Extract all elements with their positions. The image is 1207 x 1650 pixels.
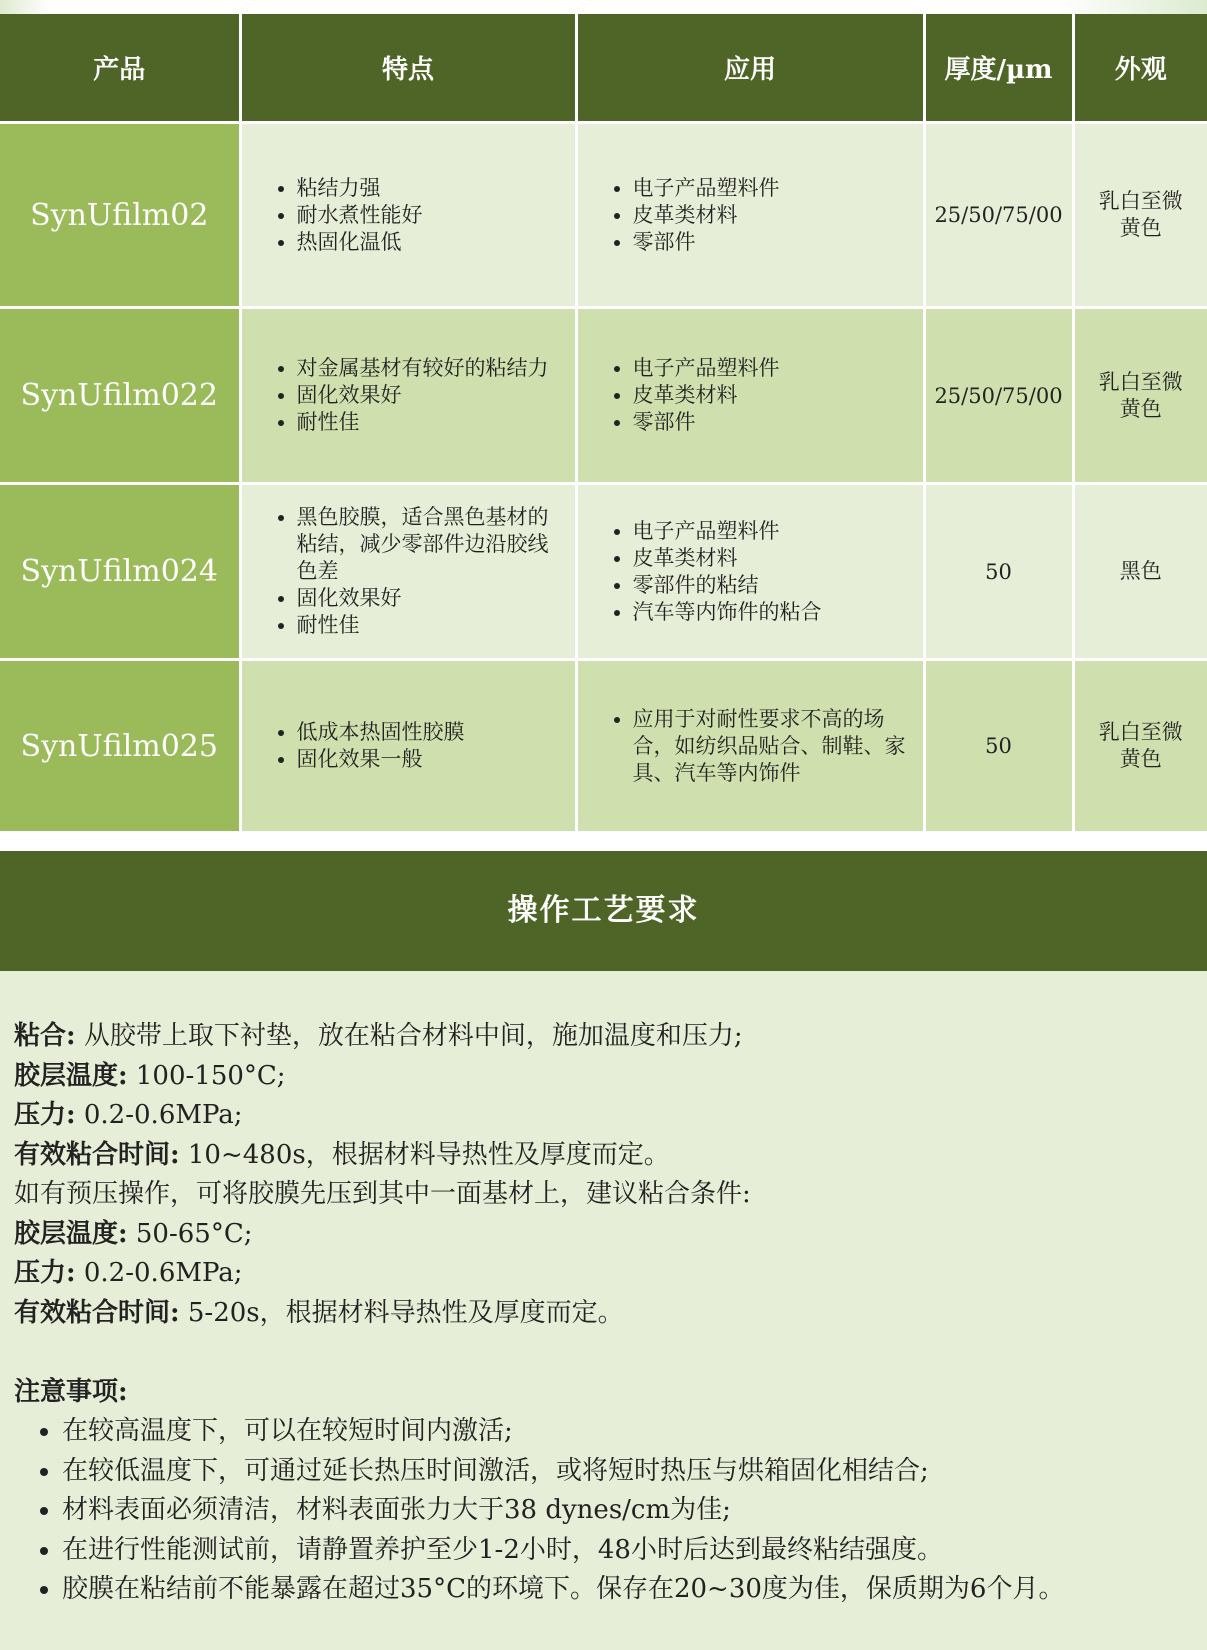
thickness-cell: 25/50/75/00 [924, 123, 1073, 308]
header-applications: 应用 [576, 14, 924, 123]
notes-title: 注意事项: [14, 1377, 128, 1407]
process-requirements [0, 971, 1207, 1650]
header-product: 产品 [0, 14, 240, 123]
line-text: 如有预压操作，可将胶膜先压到其中一面基材上，建议粘合条件: [14, 1179, 751, 1209]
feature-item: • 耐性佳 [297, 409, 565, 436]
process-line [14, 1096, 1194, 1136]
features-cell [240, 123, 576, 308]
table-header-row [0, 14, 1207, 123]
notes-list [0, 1412, 1202, 1610]
features-cell [240, 660, 576, 832]
features-list [242, 355, 575, 436]
appearance-cell [1073, 484, 1207, 660]
section-title: 操作工艺要求 [0, 851, 1207, 971]
appearance-line: 乳白至微 [1098, 369, 1183, 394]
application-item: • 零部件的粘结 [633, 572, 913, 599]
application-item: • 汽车等内饰件的粘合 [633, 599, 913, 626]
appearance-line: 乳白至微 [1098, 189, 1183, 213]
features-list [242, 175, 575, 256]
applications-cell [576, 484, 924, 660]
line-text: 0.2-0.6MPa; [75, 1258, 243, 1288]
appearance-line: 黄色 [1119, 747, 1162, 771]
top-strip [0, 0, 1207, 14]
line-label: 有效粘合时间: [14, 1139, 180, 1170]
thickness-cell: 50 [924, 660, 1073, 832]
appearance-cell [1073, 123, 1207, 308]
line-text: 10~480s，根据材料导热性及厚度而定。 [179, 1139, 670, 1170]
header-thickness: 厚度/µm [924, 14, 1073, 123]
features-list [242, 504, 575, 639]
appearance-line: 黄色 [1119, 396, 1162, 421]
note-item: • 材料表面必须清洁，材料表面张力大于38 dynes/cm为佳; [62, 1491, 1202, 1531]
applications-list [578, 355, 923, 436]
application-item: • 皮革类材料 [633, 382, 913, 409]
feature-item: • 粘结力强 [297, 175, 565, 202]
line-label: 压力: [14, 1100, 76, 1130]
table-row [0, 660, 1207, 832]
feature-item: • 低成本热固性胶膜 [297, 719, 565, 746]
application-item: • 零部件 [633, 409, 913, 436]
feature-item: • 耐水煮性能好 [297, 202, 565, 229]
product-name: SynUfilm025 [0, 660, 240, 832]
appearance-cell [1073, 660, 1207, 832]
feature-item: • 黑色胶膜，适合黑色基材的粘结，减少零部件边沿胶线色差 [297, 504, 565, 585]
note-item: • 在较高温度下，可以在较短时间内激活; [62, 1412, 1202, 1452]
line-label: 胶层温度: [14, 1218, 128, 1249]
line-text: 0.2-0.6MPa; [75, 1100, 243, 1130]
line-text: 100-150°C; [127, 1060, 286, 1091]
application-item: • 皮革类材料 [633, 202, 913, 229]
applications-list [578, 706, 923, 787]
feature-item: • 固化效果好 [297, 382, 565, 409]
product-name: SynUfilm024 [0, 484, 240, 660]
note-item: • 胶膜在粘结前不能暴露在超过35°C的环境下。保存在20~30度为佳，保质期为6个月。 [62, 1570, 1202, 1610]
line-text: 从胶带上取下衬垫，放在粘合材料中间，施加温度和压力; [75, 1021, 743, 1051]
application-item: • 电子产品塑料件 [633, 518, 913, 545]
note-item: • 在较低温度下，可通过延长热压时间激活，或将短时热压与烘箱固化相结合; [62, 1452, 1202, 1492]
applications-cell [576, 123, 924, 308]
process-lines [14, 1017, 1194, 1333]
applications-list [578, 175, 923, 256]
process-line [14, 1254, 1194, 1294]
application-item: • 应用于对耐性要求不高的场合，如纺织品贴合、制鞋、家具、汽车等内饰件 [633, 706, 913, 787]
appearance-cell [1073, 308, 1207, 484]
application-item: • 电子产品塑料件 [633, 175, 913, 202]
product-spec-table [0, 14, 1207, 831]
feature-item: • 固化效果好 [297, 585, 565, 612]
top-decoration-left [0, 0, 50, 14]
feature-item: • 固化效果一般 [297, 746, 565, 773]
product-name: SynUfilm02 [0, 123, 240, 308]
line-text: 5-20s，根据材料导热性及厚度而定。 [179, 1297, 624, 1328]
product-name: SynUfilm022 [0, 308, 240, 484]
line-label: 胶层温度: [14, 1060, 128, 1091]
application-item: • 皮革类材料 [633, 545, 913, 572]
line-text: 50-65°C; [127, 1218, 253, 1249]
appearance-line: 乳白至微 [1098, 720, 1183, 744]
appearance-line: 黑色 [1119, 559, 1162, 583]
thickness-cell: 25/50/75/00 [924, 308, 1073, 484]
process-line [14, 1136, 1194, 1176]
line-label: 有效粘合时间: [14, 1297, 180, 1328]
header-appearance: 外观 [1073, 14, 1207, 123]
feature-item: • 热固化温低 [297, 229, 565, 256]
applications-list [578, 518, 923, 626]
table-row [0, 308, 1207, 484]
process-line [14, 1294, 1194, 1334]
feature-item: • 耐性佳 [297, 612, 565, 639]
line-label: 粘合: [14, 1021, 76, 1051]
process-line [14, 1175, 1194, 1215]
thickness-cell: 50 [924, 484, 1073, 660]
applications-cell [576, 660, 924, 832]
header-features: 特点 [240, 14, 576, 123]
appearance-line: 黄色 [1119, 216, 1162, 240]
table-row [0, 123, 1207, 308]
top-decoration-right [1057, 0, 1207, 14]
features-list [242, 719, 575, 773]
features-cell [240, 484, 576, 660]
note-item: • 在进行性能测试前，请静置养护至少1-2小时，48小时后达到最终粘结强度。 [62, 1531, 1202, 1571]
application-item: • 电子产品塑料件 [633, 355, 913, 382]
process-line [14, 1017, 1194, 1057]
line-label: 压力: [14, 1258, 76, 1288]
feature-item: • 对金属基材有较好的粘结力 [297, 355, 565, 382]
applications-cell [576, 308, 924, 484]
table-row [0, 484, 1207, 660]
process-line [14, 1057, 1194, 1097]
features-cell [240, 308, 576, 484]
application-item: • 零部件 [633, 229, 913, 256]
process-line [14, 1215, 1194, 1255]
